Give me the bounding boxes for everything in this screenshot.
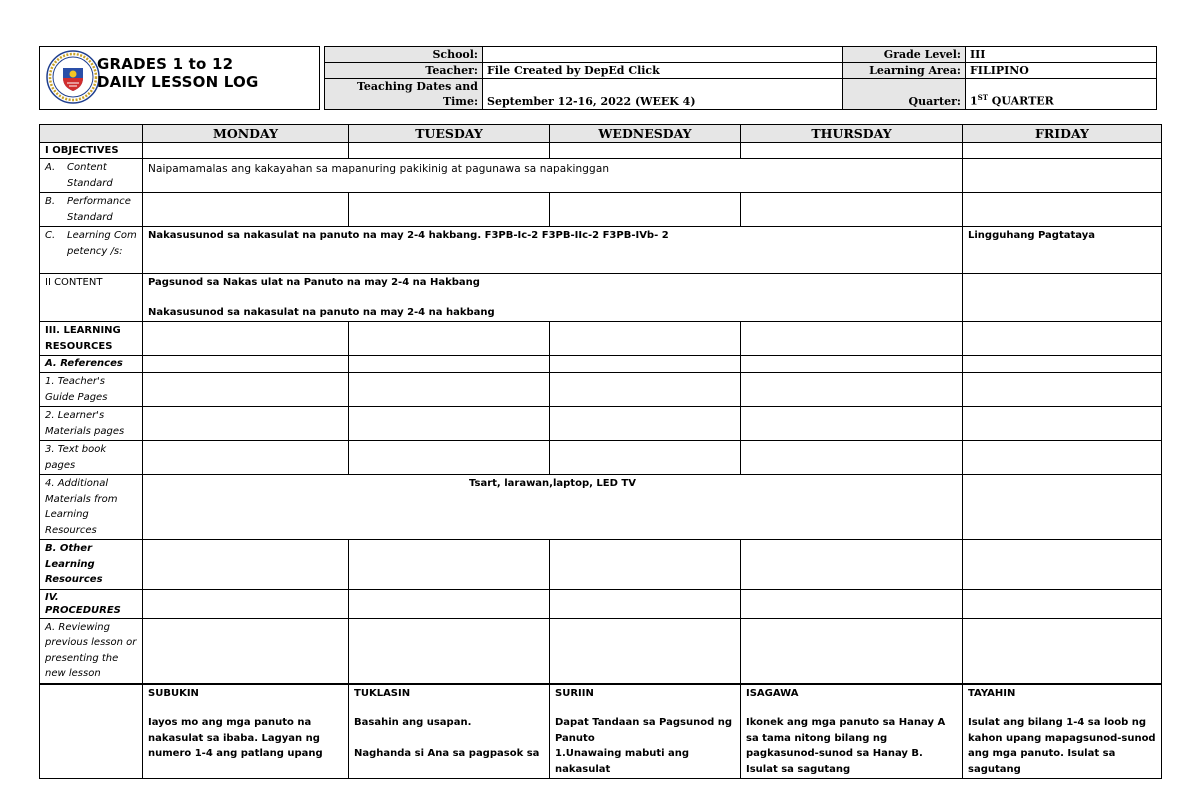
procedure-tuesday-head: TUKLASIN bbox=[354, 687, 411, 699]
procedure-wednesday-head: SURIIN bbox=[555, 687, 594, 699]
learning-area-value: FILIPINO bbox=[966, 63, 1157, 79]
content-text bbox=[143, 274, 963, 322]
content-standard-text: Naipamamalas ang kakayahan sa mapanuring pakikinig at pagunawa sa napakinggan bbox=[143, 159, 963, 193]
learning-area-label: Learning Area: bbox=[843, 63, 966, 79]
procedure-friday bbox=[963, 684, 1162, 779]
content-standard-num: A. bbox=[45, 162, 56, 173]
learning-resources-label: III. LEARNING RESOURCES bbox=[40, 322, 143, 356]
quarter-suffix: ST bbox=[977, 93, 988, 103]
textbook-pages-label: 3. Text book pages bbox=[40, 441, 143, 475]
header-title-line2: DAILY LESSON LOG bbox=[97, 73, 259, 91]
content-line2: Nakasusunod sa nakasulat na panuto na may 2-4 na hakbang bbox=[148, 306, 495, 318]
teaching-dates-label-line1: Teaching Dates and bbox=[356, 80, 478, 93]
procedure-row-label bbox=[40, 684, 143, 779]
teaching-dates-value: September 12-16, 2022 (WEEK 4) bbox=[483, 79, 843, 110]
additional-materials-text: Tsart, larawan,laptop, LED TV bbox=[143, 475, 963, 540]
competency-friday: Lingguhang Pagtataya bbox=[963, 227, 1162, 274]
procedure-monday bbox=[143, 684, 349, 779]
competency-text-label: Learning Competency /s: bbox=[67, 230, 137, 257]
lesson-log-table bbox=[39, 124, 1162, 779]
procedure-tuesday-body: Basahin ang usapan. Naghanda si Ana sa pagpasok sa bbox=[354, 717, 540, 759]
performance-standard-num: B. bbox=[45, 196, 56, 207]
procedure-wednesday-body: Dapat Tandaan sa Pagsunod ng Panuto 1.Unawaing mabuti ang nakasulat bbox=[555, 717, 732, 775]
procedures-label: IV. PROCEDURES bbox=[40, 589, 143, 618]
school-label: School: bbox=[325, 47, 483, 63]
content-label: II CONTENT bbox=[40, 274, 143, 322]
competency-text: Nakasusunod sa nakasulat na panuto na may 2-4 hakbang. F3PB-Ic-2 F3PB-IIc-2 F3PB-IVb- 2 bbox=[143, 227, 963, 274]
header-info-table bbox=[324, 46, 1157, 110]
quarter-label: Quarter: bbox=[843, 79, 966, 110]
content-standard-text-label: Content Standard bbox=[67, 162, 113, 189]
procedure-tuesday bbox=[349, 684, 550, 779]
grade-level-value: III bbox=[966, 47, 1157, 63]
day-header-tuesday: TUESDAY bbox=[349, 125, 550, 143]
corner-cell bbox=[40, 125, 143, 143]
performance-standard-label bbox=[40, 193, 143, 227]
competency-label bbox=[40, 227, 143, 274]
day-header-wednesday: WEDNESDAY bbox=[550, 125, 741, 143]
procedure-friday-head: TAYAHIN bbox=[968, 687, 1016, 699]
header-title-line1: GRADES 1 to 12 bbox=[97, 55, 234, 73]
content-line1: Pagsunod sa Nakas ulat na Panuto na may 2-4 na Hakbang bbox=[148, 277, 480, 288]
objectives-label: I OBJECTIVES bbox=[40, 143, 143, 159]
teaching-dates-label bbox=[325, 79, 483, 110]
procedure-monday-head: SUBUKIN bbox=[148, 687, 199, 699]
quarter-text: QUARTER bbox=[987, 95, 1054, 108]
deped-seal-icon bbox=[46, 50, 100, 104]
day-header-monday: MONDAY bbox=[143, 125, 349, 143]
performance-standard-text-label: Performance Standard bbox=[67, 196, 131, 223]
teachers-guide-label: 1. Teacher's Guide Pages bbox=[40, 373, 143, 407]
procedure-friday-body: Isulat ang bilang 1-4 sa loob ng kahon upang mapagsunod-sunod ang mga panuto. Isulat sa sagutang bbox=[968, 717, 1156, 775]
other-resources-label: B. Other Learning Resources bbox=[40, 540, 143, 590]
procedure-wednesday bbox=[550, 684, 741, 779]
procedure-thursday-head: ISAGAWA bbox=[746, 687, 799, 699]
teacher-label: Teacher: bbox=[325, 63, 483, 79]
procedure-thursday bbox=[741, 684, 963, 779]
day-header-friday: FRIDAY bbox=[963, 125, 1162, 143]
teacher-value: File Created by DepEd Click bbox=[483, 63, 843, 79]
quarter-value bbox=[966, 79, 1157, 110]
quarter-number: 1 bbox=[970, 95, 978, 108]
day-header-thursday: THURSDAY bbox=[741, 125, 963, 143]
grade-level-label: Grade Level: bbox=[843, 47, 966, 63]
additional-materials-label: 4. Additional Materials from Learning Resources bbox=[40, 475, 143, 540]
references-label: A. References bbox=[40, 356, 143, 373]
content-standard-label bbox=[40, 159, 143, 193]
competency-num: C. bbox=[45, 230, 56, 241]
school-value bbox=[483, 47, 843, 63]
reviewing-lesson-label: A. Reviewing previous lesson or presenting the new lesson bbox=[40, 618, 143, 684]
learners-materials-label: 2. Learner's Materials pages bbox=[40, 407, 143, 441]
teaching-dates-label-line2: Time: bbox=[442, 95, 478, 108]
procedure-thursday-body: Ikonek ang mga panuto sa Hanay A sa tama nitong bilang ng pagkasunod-sunod sa Hanay B. Isulat sa sagutang bbox=[746, 717, 946, 775]
procedure-monday-body: Iayos mo ang mga panuto na nakasulat sa ibaba. Lagyan ng numero 1-4 ang patlang upang bbox=[148, 717, 323, 759]
